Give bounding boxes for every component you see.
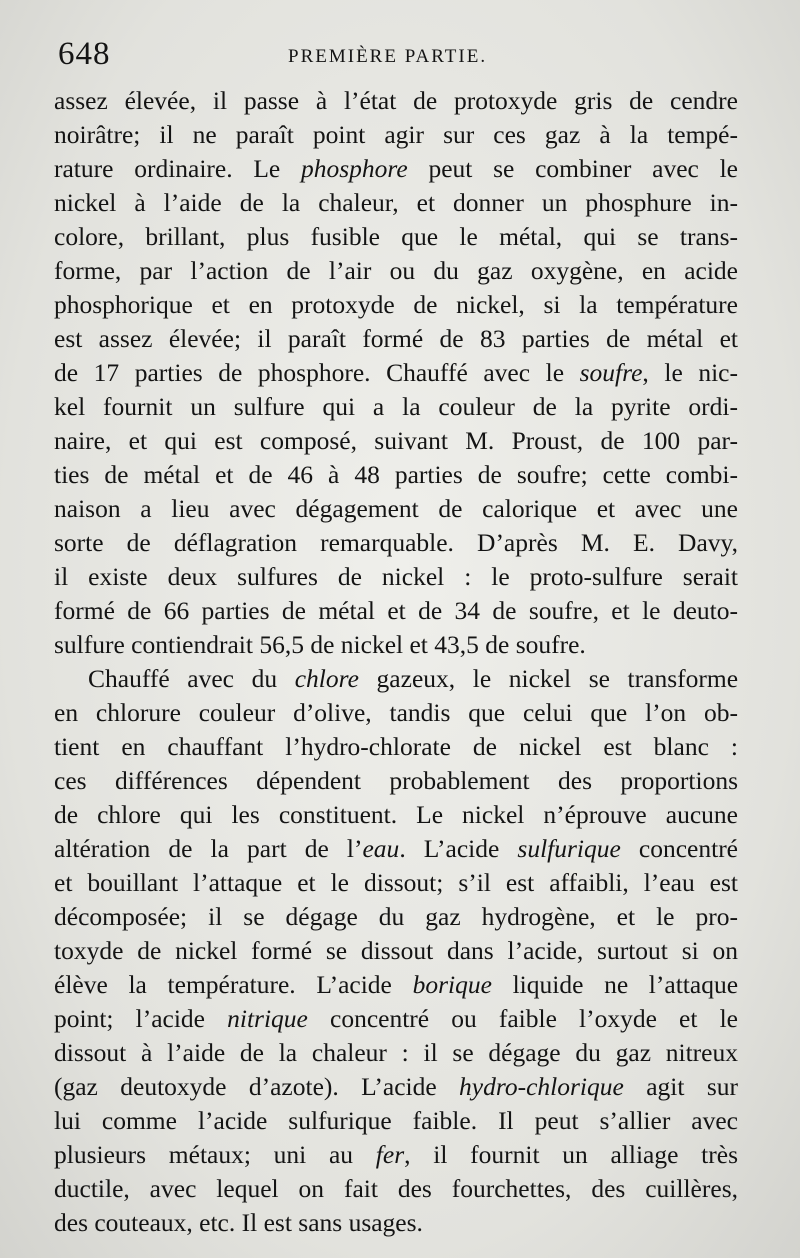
- text-line: [54, 220, 738, 254]
- text-run: tient en chauffant l’hydro-chlorate de nickel est blanc :: [54, 732, 738, 761]
- text-run: . L’acide: [399, 834, 518, 863]
- text-run: en chlorure couleur d’olive, tandis que celui que l’on ob-: [54, 698, 738, 727]
- text-line: [54, 662, 738, 696]
- text-line: [54, 254, 738, 288]
- text-line: [54, 526, 738, 560]
- text-line: [54, 832, 738, 866]
- italic-term: sulfurique: [517, 834, 621, 863]
- text-line: [54, 458, 738, 492]
- text-run: gazeux, le nickel se transforme: [358, 664, 739, 693]
- text-line: [54, 424, 738, 458]
- text-line: [54, 1036, 738, 1070]
- text-run: nickel à l’aide de la chaleur, et donner un phosphure in-: [54, 188, 738, 217]
- text-run: peut se combiner avec le: [407, 154, 738, 183]
- text-run: est assez élevée; il paraît formé de 83 parties de métal et: [54, 324, 738, 353]
- text-run: sorte de déflagration remarquable. D’après M. E. Davy,: [54, 528, 738, 557]
- text-run: altération de la part de l’: [54, 834, 363, 863]
- italic-term: borique: [412, 970, 492, 999]
- text-line: [54, 492, 738, 526]
- text-run: , le nic-: [642, 358, 738, 387]
- text-line: [54, 696, 738, 730]
- text-run: naison a lieu avec dégagement de calorique et avec une: [54, 494, 738, 523]
- text-run: élève la température. L’acide: [54, 970, 413, 999]
- text-run: ces différences dépendent probablement des proportions: [54, 766, 738, 795]
- text-run: ties de métal et de 46 à 48 parties de soufre; cette combi-: [54, 460, 738, 489]
- text-line: [54, 1070, 738, 1104]
- text-run: formé de 66 parties de métal et de 34 de soufre, et le deuto-: [54, 596, 738, 625]
- italic-term: nitrique: [227, 1004, 308, 1033]
- text-run: ductile, avec lequel on fait des fourchettes, des cuillères,: [54, 1174, 738, 1203]
- text-run: liquide ne l’attaque: [491, 970, 739, 999]
- text-run: décomposée; il se dégage du gaz hydrogène, et le pro-: [54, 902, 738, 931]
- text-line: [54, 152, 738, 186]
- text-run: agit sur: [623, 1072, 738, 1101]
- text-run: toxyde de nickel formé se dissout dans l’acide, surtout si on: [54, 936, 738, 965]
- text-run: de chlore qui les constituent. Le nickel n’éprouve aucune: [54, 800, 738, 829]
- text-run: Chauffé avec du: [88, 664, 295, 693]
- text-run: naire, et qui est composé, suivant M. Proust, de 100 par-: [54, 426, 738, 455]
- text-line: [54, 594, 738, 628]
- text-line: [54, 1138, 738, 1172]
- text-line: [54, 934, 738, 968]
- italic-term: eau: [362, 834, 400, 863]
- text-run: des couteaux, etc. Il est sans usages.: [54, 1208, 423, 1237]
- text-line: [54, 1206, 738, 1240]
- italic-term: chlore: [294, 664, 359, 693]
- text-line: [54, 764, 738, 798]
- text-run: concentré: [620, 834, 738, 863]
- page-number: 648: [58, 36, 111, 72]
- text-line: [54, 118, 738, 152]
- text-line: [54, 968, 738, 1002]
- text-run: rature ordinaire. Le: [54, 154, 301, 183]
- text-line: [54, 1104, 738, 1138]
- body-text: [54, 84, 738, 1240]
- text-line: [54, 900, 738, 934]
- text-line: [54, 390, 738, 424]
- italic-term: soufre: [579, 358, 643, 387]
- text-run: noirâtre; il ne paraît point agir sur ces gaz à la tempé-: [54, 120, 738, 149]
- text-line: [54, 322, 738, 356]
- text-line: [54, 798, 738, 832]
- text-line: [54, 866, 738, 900]
- text-run: dissout à l’aide de la chaleur : il se dégage du gaz nitreux: [54, 1038, 738, 1067]
- text-line: [54, 186, 738, 220]
- text-run: il existe deux sulfures de nickel : le proto-sulfure serait: [54, 562, 738, 591]
- text-run: forme, par l’action de l’air ou du gaz oxygène, en acide: [54, 256, 738, 285]
- text-line: [54, 560, 738, 594]
- text-line: [54, 628, 738, 662]
- text-run: kel fournit un sulfure qui a la couleur de la pyrite ordi-: [54, 392, 738, 421]
- running-head: PREMIÈRE PARTIE.: [288, 46, 488, 67]
- text-run: , il fournit un alliage très: [404, 1140, 738, 1169]
- text-run: et bouillant l’attaque et le dissout; s’il est affaibli, l’eau est: [54, 868, 738, 897]
- text-run: sulfure contiendrait 56,5 de nickel et 43,5 de soufre.: [54, 630, 586, 659]
- text-run: plusieurs métaux; uni au: [54, 1140, 376, 1169]
- text-run: de 17 parties de phosphore. Chauffé avec le: [54, 358, 580, 387]
- text-run: phosphorique et en protoxyde de nickel, si la température: [54, 290, 738, 319]
- text-line: [54, 730, 738, 764]
- text-run: colore, brillant, plus fusible que le métal, qui se trans-: [54, 222, 738, 251]
- text-run: (gaz deutoxyde d’azote). L’acide: [54, 1072, 460, 1101]
- text-line: [54, 1002, 738, 1036]
- text-run: point; l’acide: [54, 1004, 228, 1033]
- text-line: [54, 1172, 738, 1206]
- text-run: concentré ou faible l’oxyde et le: [307, 1004, 738, 1033]
- text-line: [54, 84, 738, 118]
- text-line: [54, 356, 738, 390]
- italic-term: phosphore: [301, 154, 408, 183]
- italic-term: fer: [375, 1140, 405, 1169]
- page-header: [58, 36, 748, 80]
- italic-term: hydro-chlorique: [459, 1072, 624, 1101]
- text-run: lui comme l’acide sulfurique faible. Il peut s’allier avec: [54, 1106, 738, 1135]
- text-line: [54, 288, 738, 322]
- text-run: assez élevée, il passe à l’état de protoxyde gris de cendre: [54, 86, 738, 115]
